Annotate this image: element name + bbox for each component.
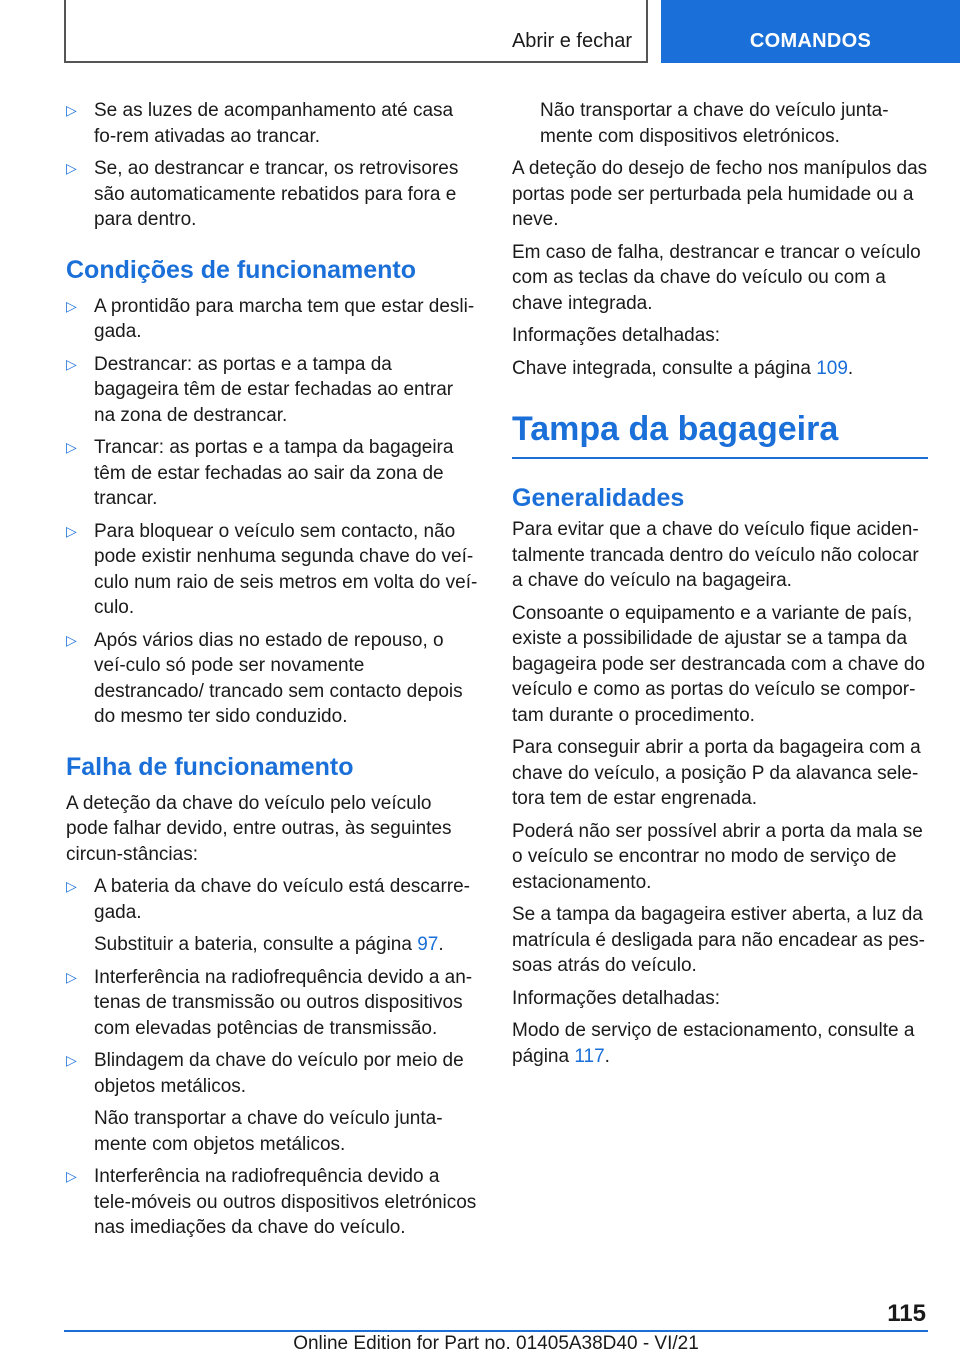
page-link-117[interactable]: 117 — [574, 1045, 605, 1067]
paragraph: Para conseguir abrir a porta da bagageira com a chave do veículo, a posição P da alavanca sele-tora tem de estar engrenada. — [512, 737, 921, 809]
paragraph: Informações detalhadas: — [512, 987, 721, 1009]
list-item: ▷ Para bloquear o veículo sem contacto, não pode existir nenhuma segunda chave do veí-culo num raio de seis metros em volta do veí-culo. — [66, 520, 478, 618]
page-link-109[interactable]: 109 — [816, 357, 848, 379]
failure-intro: A deteção da chave do veículo pelo veículo pode falhar devido, entre outras, às seguintes circun-stâncias: — [66, 792, 452, 865]
triangle-bullet-icon: ▷ — [66, 1168, 77, 1184]
paragraph: Poderá não ser possível abrir a porta da mala se o veículo se encontrar no modo de serviço de estacionamento. — [512, 820, 923, 893]
footer-edition: Online Edition for Part no. 01405A38D40 - VI/21 — [293, 1333, 699, 1354]
triangle-bullet-icon: ▷ — [66, 102, 77, 118]
triangle-bullet-icon: ▷ — [66, 160, 77, 176]
list-item: ▷ Se, ao destrancar e trancar, os retrovisores são automaticamente rebatidos para fora e para dentro. — [66, 158, 459, 230]
triangle-bullet-icon: ▷ — [66, 1052, 77, 1068]
paragraph: Modo de serviço de estacionamento, consulte a página 117. — [512, 1020, 915, 1067]
triangle-bullet-icon: ▷ — [66, 297, 77, 314]
paragraph: Chave integrada, consulte a página 109. — [512, 357, 854, 379]
list-item: ▷ Trancar: as portas e a tampa da bagageira têm de estar fechadas ao sair da zona de trancar. — [66, 437, 454, 509]
heading-failure: Falha de funcionamento — [66, 752, 354, 781]
chapter-tab: COMANDOS — [661, 0, 960, 63]
paragraph: Se a tampa da bagageira estiver aberta, a luz da matrícula é desligada para não encadear as pes-soas atrás do veículo. — [512, 904, 925, 976]
page-link-97[interactable]: 97 — [417, 934, 439, 955]
list-item: ▷ Se as luzes de acompanhamento até casa fo-rem ativadas ao trancar. — [66, 100, 454, 147]
right-column — [512, 98, 928, 1076]
paragraph: Em caso de falha, destrancar e trancar o veículo com as teclas da chave do veículo ou com a chave integrada. — [512, 241, 921, 314]
triangle-bullet-icon: ▷ — [66, 355, 77, 372]
triangle-bullet-icon: ▷ — [66, 878, 77, 894]
paragraph: Consoante o equipamento e a variante de país, existe a possibilidade de ajustar se a tampa da bagageira pode ser destrancada com a chave do veículo e como as portas do veículo se compor-tam durante o procedimento. — [512, 602, 925, 726]
header-frame — [64, 0, 648, 63]
section-title: Abrir e fechar — [511, 30, 632, 52]
heading-tailgate: Tampa da bagageira — [512, 409, 928, 459]
triangle-bullet-icon: ▷ — [66, 631, 77, 648]
sub-paragraph: Não transportar a chave do veículo junta-mente com objetos metálicos. — [94, 1108, 443, 1155]
list-item: ▷ Blindagem da chave do veículo por meio de objetos metálicos. — [66, 1050, 464, 1097]
sub-paragraph: Substituir a bateria, consulte a página 97. — [94, 934, 444, 955]
sub-paragraph: Não transportar a chave do veículo junta-mente com dispositivos eletrónicos. — [540, 100, 889, 147]
list-item: ▷ Após vários dias no estado de repouso, o veí-culo só pode ser novamente destrancado/ trancado sem contacto depois do mesmo ter sido conduzido. — [66, 629, 463, 727]
list-item: ▷ A prontidão para marcha tem que estar desli-gada. — [66, 295, 475, 342]
paragraph: A deteção do desejo de fecho nos manípulos das portas pode ser perturbada pela humidade ou a neve. — [512, 158, 928, 230]
triangle-bullet-icon: ▷ — [66, 522, 77, 539]
list-item: ▷ Destrancar: as portas e a tampa da bagageira têm de estar fechadas ao entrar na zona de destrancar. — [66, 353, 454, 426]
heading-general: Generalidades — [512, 484, 685, 512]
list-item: ▷ Interferência na radiofrequência devido a tele-móveis ou outros dispositivos eletrónicos nas imediações da chave do veículo. — [66, 1166, 477, 1238]
list-item: ▷ A bateria da chave do veículo está descarre-gada. — [66, 876, 471, 923]
footer-divider — [64, 1330, 928, 1332]
triangle-bullet-icon: ▷ — [66, 968, 77, 985]
list-item: ▷ Interferência na radiofrequência devido a an-tenas de transmissão ou outros dispositivos com elevadas potências de transmissão. — [66, 966, 473, 1039]
paragraph: Informações detalhadas: — [512, 325, 721, 346]
paragraph: Para evitar que a chave do veículo fique aciden-talmente trancada dentro do veículo não colocar a chave do veículo na bagageira. — [512, 519, 919, 591]
triangle-bullet-icon: ▷ — [66, 439, 77, 455]
left-column — [66, 98, 478, 1248]
page-number: 115 — [887, 1300, 926, 1327]
heading-conditions: Condições de funcionamento — [66, 255, 417, 284]
